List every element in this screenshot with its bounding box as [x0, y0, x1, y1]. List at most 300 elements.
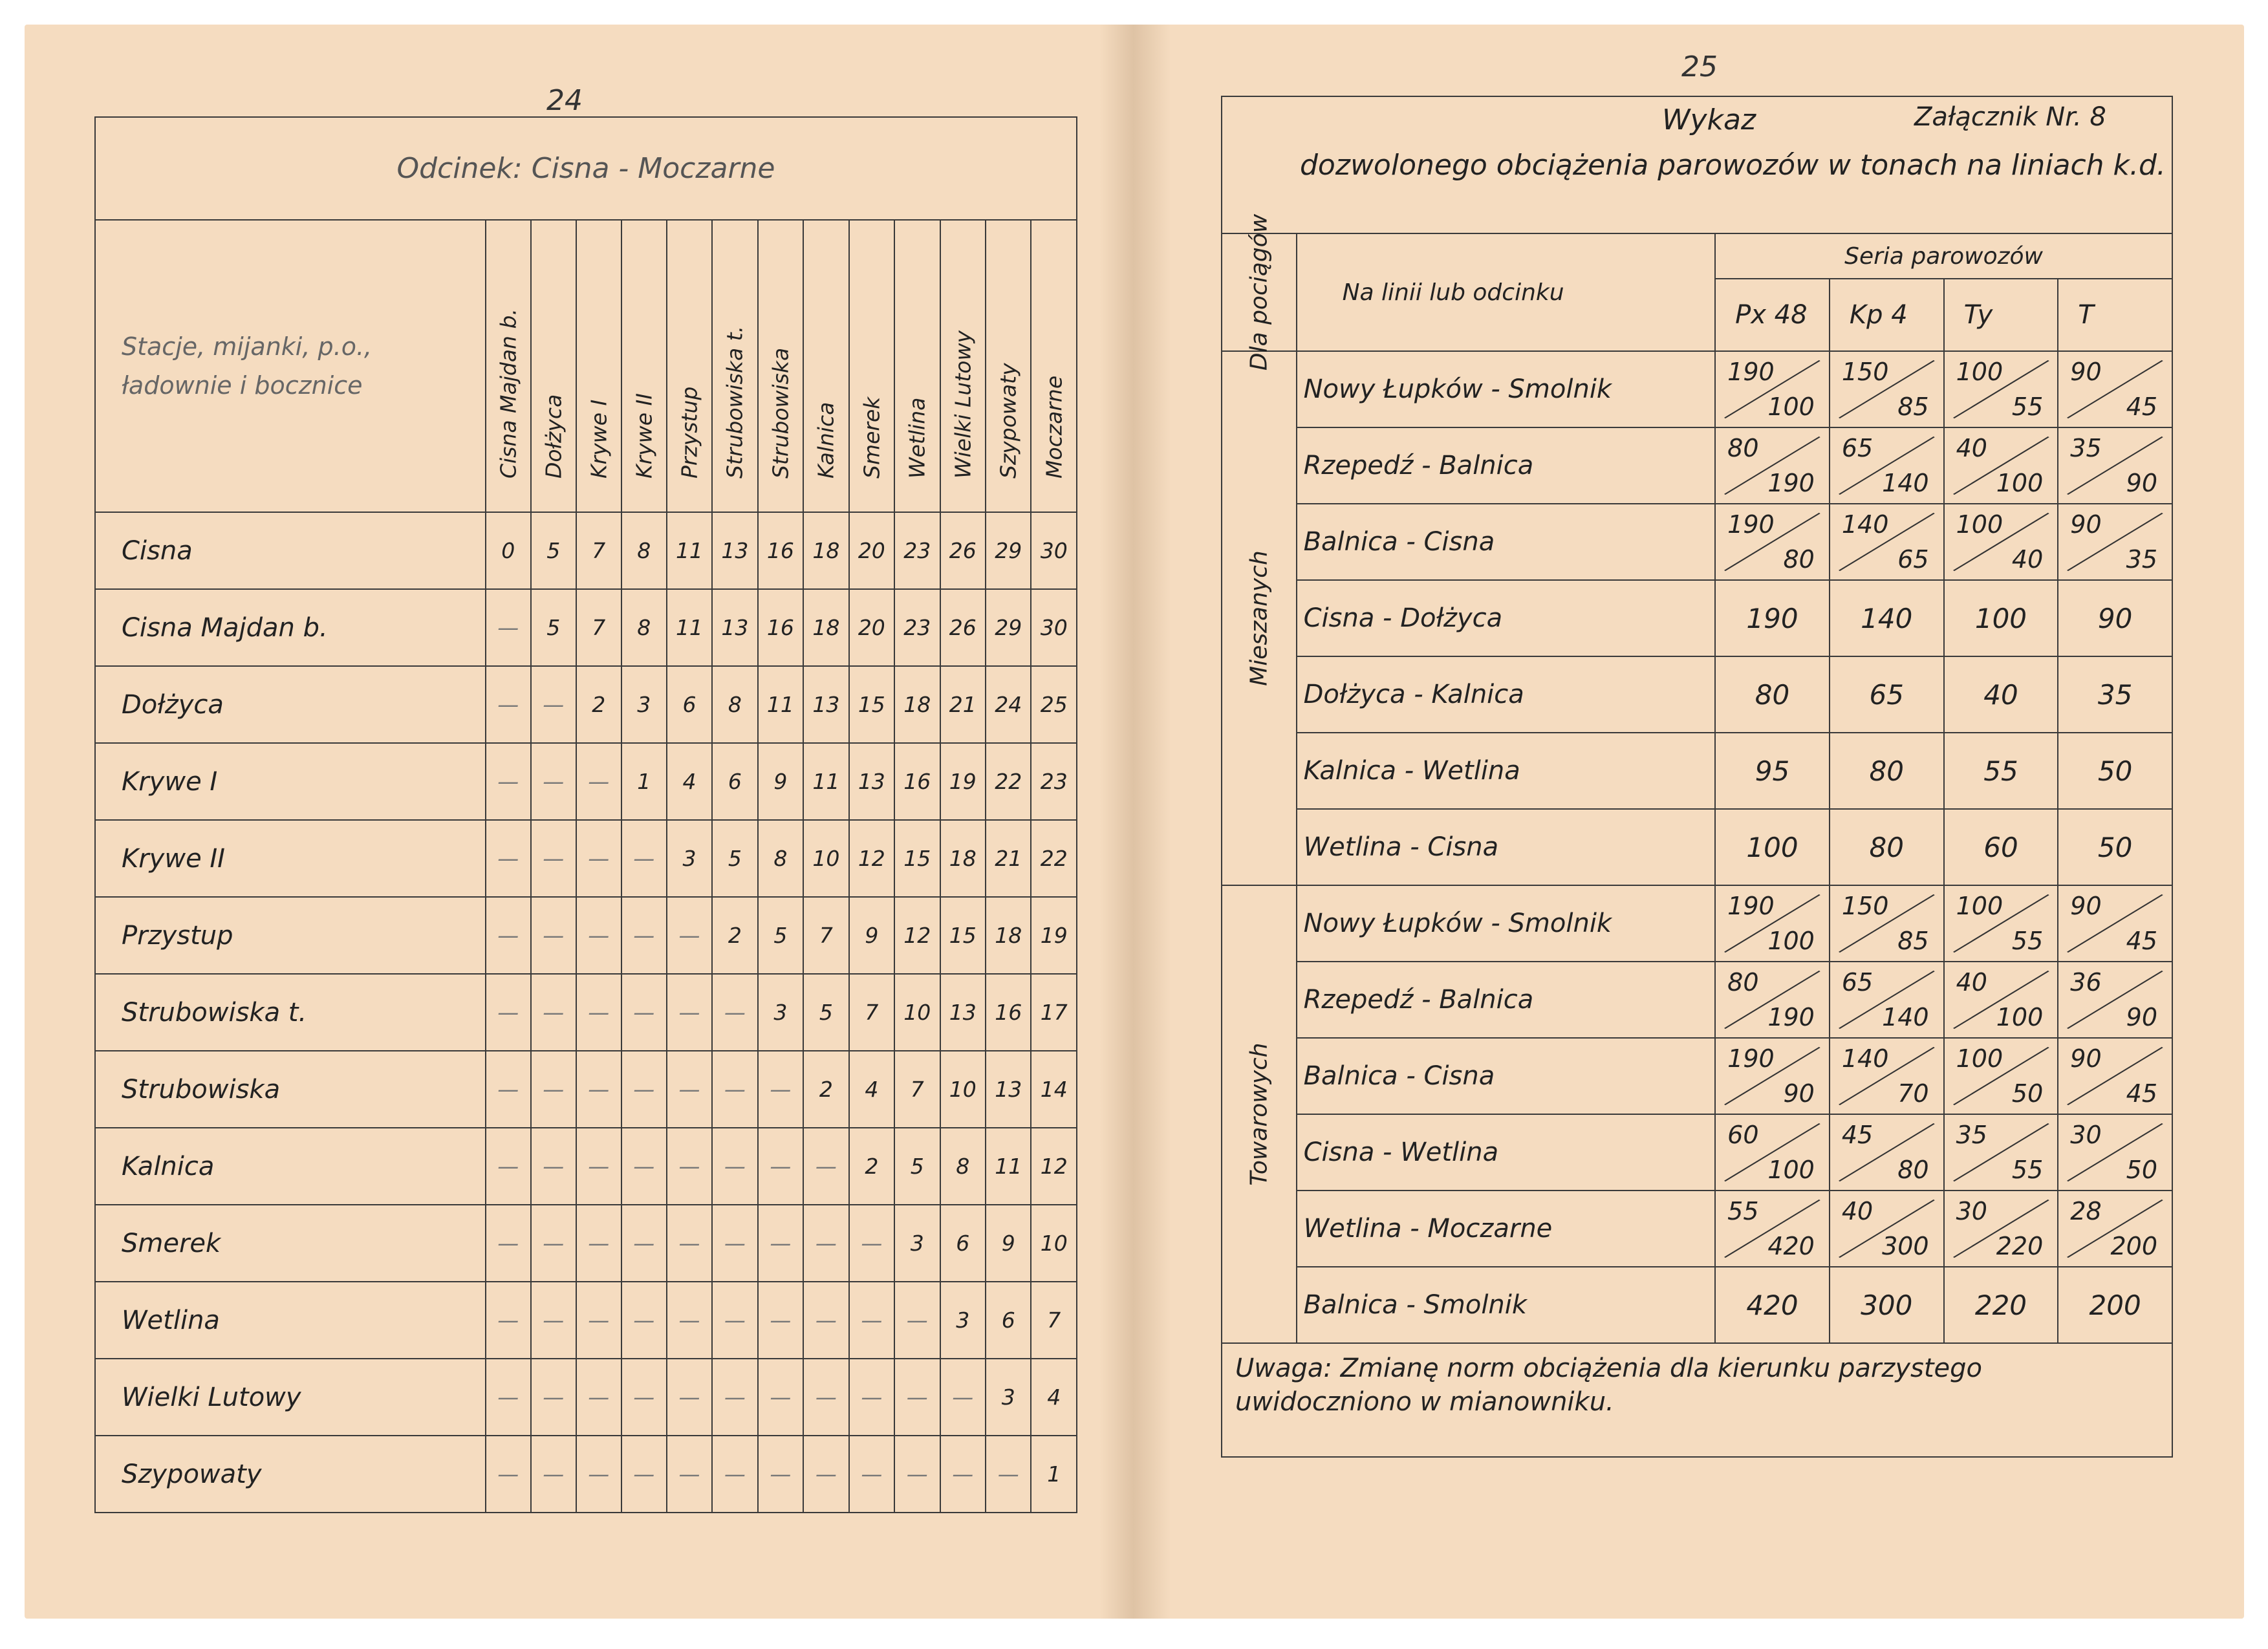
- group-label: [1222, 885, 1297, 1343]
- distance-cell: 5: [894, 1128, 940, 1205]
- station-name: Wielki Lutowy: [95, 1359, 486, 1436]
- caption-line2: dozwolonego obciążenia parowozów w tonach na liniach k.d.: [1300, 149, 2166, 182]
- note: Uwaga: Zmianę norm obciążenia dla kierunku parzystego uwidoczniono w mianowniku.: [1222, 1343, 2172, 1457]
- fraction-numerator: 35: [1956, 1121, 1987, 1149]
- distance-cell: 5: [758, 897, 803, 974]
- fraction-denominator: 40: [2011, 545, 2044, 574]
- distance-cell: —: [667, 1436, 712, 1513]
- fraction-denominator: 300: [1882, 1232, 1929, 1260]
- distance-cell: 0: [486, 512, 531, 589]
- distance-cell: —: [803, 1282, 848, 1359]
- load-table: [1221, 96, 2173, 1458]
- fraction-numerator: 80: [1727, 434, 1759, 462]
- load-cell: [1830, 351, 1944, 427]
- series-header: T: [2058, 279, 2172, 351]
- distance-cell: —: [621, 974, 667, 1051]
- distance-cell: —: [531, 666, 576, 743]
- fraction-denominator: 80: [1897, 1156, 1929, 1184]
- fraction-numerator: 150: [1841, 358, 1889, 386]
- distance-cell: 13: [986, 1051, 1031, 1128]
- fraction-numerator: 36: [2070, 968, 2102, 997]
- distance-cell: 8: [712, 666, 757, 743]
- column-header-text: Kalnica: [813, 402, 839, 479]
- distance-cell: 14: [1031, 1051, 1077, 1128]
- fraction-numerator: 65: [1841, 968, 1874, 997]
- fraction-denominator: 90: [2126, 1003, 2157, 1031]
- distance-cell: 25: [1031, 666, 1077, 743]
- fraction-denominator: 85: [1897, 927, 1929, 955]
- fraction-denominator: 70: [1897, 1079, 1929, 1108]
- series-header: Px 48: [1715, 279, 1830, 351]
- distance-cell: —: [576, 974, 621, 1051]
- distance-cell: —: [576, 897, 621, 974]
- column-header: [1031, 220, 1077, 512]
- column-header-text: Szypowaty: [995, 363, 1021, 479]
- distance-cell: 17: [1031, 974, 1077, 1051]
- distance-cell: 7: [849, 974, 894, 1051]
- load-cell: 80: [1830, 733, 1944, 809]
- table-row: [1222, 580, 2172, 656]
- distance-cell: 4: [667, 743, 712, 820]
- column-header-text: Wielki Lutowy: [950, 330, 976, 479]
- distance-cell: —: [531, 1205, 576, 1282]
- fraction: [1830, 508, 1943, 576]
- distance-cell: 30: [1031, 512, 1077, 589]
- column-header-label: Stacje, mijanki, p.o., ładownie i bocznice: [95, 220, 486, 512]
- distance-cell: 9: [849, 897, 894, 974]
- distance-cell: 10: [940, 1051, 986, 1128]
- load-cell: [1830, 885, 1944, 962]
- distance-cell: —: [576, 743, 621, 820]
- distance-cell: —: [849, 1436, 894, 1513]
- fraction: [2058, 355, 2172, 424]
- distance-cell: 20: [849, 589, 894, 666]
- distance-cell: 23: [894, 589, 940, 666]
- fraction: [1830, 965, 1943, 1034]
- distance-cell: —: [894, 1282, 940, 1359]
- distance-cell: 19: [940, 743, 986, 820]
- distance-cell: —: [667, 1205, 712, 1282]
- distance-cell: 7: [803, 897, 848, 974]
- fraction-denominator: 220: [1996, 1232, 2044, 1260]
- load-cell: 300: [1830, 1267, 1944, 1343]
- fraction: [1716, 1118, 1829, 1187]
- fraction-denominator: 190: [1767, 1003, 1815, 1031]
- load-cell: [2058, 1191, 2172, 1267]
- distance-cell: 6: [667, 666, 712, 743]
- distance-cell: —: [576, 1282, 621, 1359]
- load-cell: [1944, 962, 2058, 1038]
- distance-cell: 16: [758, 589, 803, 666]
- distance-cell: 9: [986, 1205, 1031, 1282]
- fraction-denominator: 100: [1996, 1003, 2044, 1031]
- distance-cell: —: [621, 1128, 667, 1205]
- fraction-denominator: 55: [2011, 393, 2044, 421]
- distance-cell: —: [712, 1282, 757, 1359]
- distance-cell: 16: [894, 743, 940, 820]
- distance-cell: —: [712, 974, 757, 1051]
- distance-cell: 7: [576, 512, 621, 589]
- series-header: Ty: [1944, 279, 2058, 351]
- distance-cell: 5: [531, 589, 576, 666]
- fraction-numerator: 100: [1956, 510, 2003, 539]
- distance-cell: —: [531, 820, 576, 897]
- distance-cell: —: [849, 1359, 894, 1436]
- header-dla: [1222, 213, 1297, 371]
- distance-cell: 3: [667, 820, 712, 897]
- fraction-numerator: 100: [1956, 1044, 2003, 1073]
- fraction-numerator: 90: [2070, 1044, 2102, 1073]
- distance-cell: —: [621, 1436, 667, 1513]
- distance-cell: —: [758, 1282, 803, 1359]
- fraction-numerator: 30: [1956, 1197, 1987, 1225]
- distance-cell: 22: [986, 743, 1031, 820]
- column-header-text: Wetlina: [904, 397, 930, 479]
- distance-cell: —: [712, 1436, 757, 1513]
- load-cell: [1830, 504, 1944, 580]
- distance-cell: 15: [849, 666, 894, 743]
- header-na-linii: Na linii lub odcinku: [1297, 233, 1716, 351]
- fraction: [2058, 889, 2172, 958]
- fraction-denominator: 200: [2110, 1232, 2157, 1260]
- column-header: [803, 220, 848, 512]
- distance-cell: 1: [621, 743, 667, 820]
- column-header-text: Krywe II: [631, 393, 657, 479]
- distance-cell: 12: [849, 820, 894, 897]
- fraction: [1716, 965, 1829, 1034]
- distance-cell: 26: [940, 589, 986, 666]
- fraction: [2058, 508, 2172, 576]
- distance-cell: —: [667, 1128, 712, 1205]
- distance-cell: —: [531, 1436, 576, 1513]
- fraction-denominator: 85: [1897, 393, 1929, 421]
- distance-cell: 30: [1031, 589, 1077, 666]
- series-header: Kp 4: [1830, 279, 1944, 351]
- page-number-right: 25: [1681, 50, 1718, 83]
- fraction: [2058, 1194, 2172, 1263]
- column-header: [758, 220, 803, 512]
- station-name: Wetlina: [95, 1282, 486, 1359]
- fraction: [1945, 355, 2058, 424]
- station-name: Cisna Majdan b.: [95, 589, 486, 666]
- group-label: [1222, 351, 1297, 885]
- distance-cell: 8: [621, 512, 667, 589]
- load-cell: [1944, 427, 2058, 504]
- column-header-text: Dołżyca: [541, 394, 567, 479]
- distance-cell: 18: [986, 897, 1031, 974]
- distance-cell: 2: [803, 1051, 848, 1128]
- table-row: [95, 897, 1077, 974]
- load-cell: 55: [1944, 733, 2058, 809]
- distance-cell: 29: [986, 589, 1031, 666]
- distance-cell: —: [576, 1359, 621, 1436]
- distance-cell: —: [894, 1359, 940, 1436]
- caption-word: Wykaz: [1662, 103, 1756, 136]
- distance-cell: 9: [758, 743, 803, 820]
- distance-cell: —: [621, 1051, 667, 1128]
- station-name: Dołżyca: [95, 666, 486, 743]
- fraction-numerator: 30: [2070, 1121, 2102, 1149]
- distance-cell: —: [486, 1359, 531, 1436]
- fraction: [1830, 355, 1943, 424]
- fraction: [1716, 431, 1829, 500]
- line-section: Nowy Łupków - Smolnik: [1297, 885, 1716, 962]
- distance-cell: —: [486, 820, 531, 897]
- distance-cell: —: [667, 1359, 712, 1436]
- fraction-numerator: 80: [1727, 968, 1759, 997]
- distance-cell: 15: [940, 897, 986, 974]
- distance-cell: —: [940, 1359, 986, 1436]
- distance-cell: 18: [894, 666, 940, 743]
- distance-cell: —: [531, 1128, 576, 1205]
- distance-cell: —: [940, 1436, 986, 1513]
- load-cell: 40: [1944, 656, 2058, 733]
- fraction-denominator: 140: [1882, 1003, 1929, 1031]
- fraction-denominator: 100: [1996, 469, 2044, 497]
- load-cell: [1944, 504, 2058, 580]
- fraction-numerator: 190: [1727, 892, 1775, 920]
- load-cell: [1715, 885, 1830, 962]
- note-row: [1222, 1343, 2172, 1457]
- fraction: [1945, 1194, 2058, 1263]
- fraction-denominator: 140: [1882, 469, 1929, 497]
- table-row: [1222, 962, 2172, 1038]
- fraction-numerator: 140: [1841, 1044, 1889, 1073]
- load-cell: [1944, 885, 2058, 962]
- fraction: [1945, 889, 2058, 958]
- fraction: [2058, 431, 2172, 500]
- distance-cell: —: [531, 1282, 576, 1359]
- load-cell: [1830, 1114, 1944, 1191]
- distance-cell: —: [712, 1128, 757, 1205]
- load-cell: [1830, 427, 1944, 504]
- fraction-numerator: 65: [1841, 434, 1874, 462]
- fraction-numerator: 100: [1956, 892, 2003, 920]
- fraction-denominator: 90: [2126, 469, 2157, 497]
- distance-table: [94, 116, 1077, 1513]
- line-section: Rzepedź - Balnica: [1297, 962, 1716, 1038]
- fraction-numerator: 28: [2070, 1197, 2102, 1225]
- column-header: [712, 220, 757, 512]
- load-cell: [1715, 504, 1830, 580]
- fraction-numerator: 40: [1956, 968, 1987, 997]
- table-row: [1222, 656, 2172, 733]
- distance-cell: 3: [621, 666, 667, 743]
- distance-cell: —: [894, 1436, 940, 1513]
- table-row: [1222, 809, 2172, 885]
- distance-cell: 26: [940, 512, 986, 589]
- distance-cell: —: [531, 897, 576, 974]
- table-row: [1222, 427, 2172, 504]
- table-row: [95, 743, 1077, 820]
- load-cell: [1715, 1038, 1830, 1114]
- load-cell: [2058, 962, 2172, 1038]
- fraction-denominator: 190: [1767, 469, 1815, 497]
- distance-cell: 11: [667, 512, 712, 589]
- distance-cell: —: [621, 1282, 667, 1359]
- distance-cell: 18: [940, 820, 986, 897]
- line-section: Nowy Łupków - Smolnik: [1297, 351, 1716, 427]
- distance-cell: 8: [621, 589, 667, 666]
- column-header-text: Smerek: [859, 396, 885, 479]
- fraction-numerator: 90: [2070, 358, 2102, 386]
- load-cell: [1944, 1038, 2058, 1114]
- fraction-numerator: 60: [1727, 1121, 1759, 1149]
- table-row: [1222, 351, 2172, 427]
- distance-cell: —: [486, 1128, 531, 1205]
- distance-cell: —: [486, 974, 531, 1051]
- column-header: [621, 220, 667, 512]
- distance-cell: 5: [712, 820, 757, 897]
- distance-cell: 13: [712, 512, 757, 589]
- load-cell: [2058, 427, 2172, 504]
- distance-cell: 16: [986, 974, 1031, 1051]
- fraction-numerator: 55: [1727, 1197, 1759, 1225]
- distance-cell: —: [803, 1359, 848, 1436]
- fraction-denominator: 50: [2011, 1079, 2044, 1108]
- load-cell: [2058, 504, 2172, 580]
- column-header: [486, 220, 531, 512]
- line-section: Wetlina - Moczarne: [1297, 1191, 1716, 1267]
- distance-cell: 22: [1031, 820, 1077, 897]
- fraction: [1945, 1042, 2058, 1110]
- distance-cell: 5: [531, 512, 576, 589]
- distance-cell: 3: [758, 974, 803, 1051]
- column-header: [986, 220, 1031, 512]
- column-header-text: Krywe I: [586, 399, 612, 479]
- fraction-denominator: 50: [2126, 1156, 2157, 1184]
- distance-cell: 10: [1031, 1205, 1077, 1282]
- fraction: [1716, 889, 1829, 958]
- page-number-left: 24: [546, 84, 583, 117]
- column-header: [531, 220, 576, 512]
- distance-cell: 3: [986, 1359, 1031, 1436]
- attachment-label: Załącznik Nr. 8: [1914, 102, 2106, 132]
- header-dla-text: Dla pociągów: [1246, 213, 1273, 371]
- distance-cell: 12: [1031, 1128, 1077, 1205]
- distance-cell: —: [531, 974, 576, 1051]
- fraction-numerator: 90: [2070, 892, 2102, 920]
- distance-cell: —: [486, 1436, 531, 1513]
- station-name: Cisna: [95, 512, 486, 589]
- table-row: [95, 1051, 1077, 1128]
- column-header-text: Przystup: [676, 386, 702, 479]
- load-cell: 80: [1715, 656, 1830, 733]
- column-header: [667, 220, 712, 512]
- column-header: [940, 220, 986, 512]
- distance-cell: 6: [986, 1282, 1031, 1359]
- line-section: Rzepedź - Balnica: [1297, 427, 1716, 504]
- load-cell: 60: [1944, 809, 2058, 885]
- fraction: [1830, 431, 1943, 500]
- distance-cell: 13: [803, 666, 848, 743]
- fraction-denominator: 55: [2011, 1156, 2044, 1184]
- fraction-numerator: 190: [1727, 358, 1775, 386]
- header-seria: Seria parowozów: [1715, 233, 2172, 279]
- distance-cell: 2: [576, 666, 621, 743]
- distance-cell: 2: [712, 897, 757, 974]
- distance-cell: 24: [986, 666, 1031, 743]
- fraction-numerator: 190: [1727, 1044, 1775, 1073]
- distance-cell: 15: [894, 820, 940, 897]
- section-title: Odcinek: Cisna - Moczarne: [95, 117, 1077, 220]
- column-header-text: Strubowiska t.: [722, 325, 748, 479]
- fraction: [1716, 1042, 1829, 1110]
- fraction-denominator: 420: [1767, 1232, 1815, 1260]
- table-row: [95, 820, 1077, 897]
- fraction: [1830, 889, 1943, 958]
- distance-cell: 6: [940, 1205, 986, 1282]
- fraction-denominator: 100: [1767, 927, 1815, 955]
- table-row: [1222, 1267, 2172, 1343]
- line-section: Kalnica - Wetlina: [1297, 733, 1716, 809]
- distance-cell: 29: [986, 512, 1031, 589]
- distance-cell: 8: [758, 820, 803, 897]
- distance-cell: 11: [758, 666, 803, 743]
- fraction: [1945, 1118, 2058, 1187]
- table-row: [1222, 1038, 2172, 1114]
- distance-cell: 20: [849, 512, 894, 589]
- station-name: Krywe II: [95, 820, 486, 897]
- fraction-numerator: 35: [2070, 434, 2102, 462]
- distance-cell: —: [486, 666, 531, 743]
- distance-cell: 11: [986, 1128, 1031, 1205]
- line-section: Balnica - Cisna: [1297, 1038, 1716, 1114]
- load-cell: 200: [2058, 1267, 2172, 1343]
- distance-cell: 21: [940, 666, 986, 743]
- fraction-numerator: 140: [1841, 510, 1889, 539]
- load-cell: 220: [1944, 1267, 2058, 1343]
- load-cell: [1944, 351, 2058, 427]
- distance-cell: 13: [849, 743, 894, 820]
- fraction-numerator: 150: [1841, 892, 1889, 920]
- distance-cell: —: [758, 1205, 803, 1282]
- distance-cell: 13: [712, 589, 757, 666]
- table-row: [95, 512, 1077, 589]
- load-cell: [1830, 962, 1944, 1038]
- table-row: [95, 1282, 1077, 1359]
- fraction: [1945, 431, 2058, 500]
- fraction-numerator: 190: [1727, 510, 1775, 539]
- distance-cell: —: [486, 589, 531, 666]
- distance-cell: —: [576, 1436, 621, 1513]
- load-cell: [1944, 1191, 2058, 1267]
- fraction-denominator: 45: [2126, 927, 2157, 955]
- line-section: Balnica - Cisna: [1297, 504, 1716, 580]
- distance-cell: —: [621, 897, 667, 974]
- load-cell: 420: [1715, 1267, 1830, 1343]
- load-cell: 65: [1830, 656, 1944, 733]
- station-name: Przystup: [95, 897, 486, 974]
- distance-cell: 19: [1031, 897, 1077, 974]
- table-row: [1222, 504, 2172, 580]
- distance-cell: 3: [894, 1205, 940, 1282]
- fraction-denominator: 45: [2126, 393, 2157, 421]
- distance-cell: —: [803, 1128, 848, 1205]
- distance-cell: 13: [940, 974, 986, 1051]
- distance-cell: 10: [894, 974, 940, 1051]
- fraction: [1945, 508, 2058, 576]
- column-header-text: Strubowiska: [768, 347, 794, 479]
- distance-cell: —: [667, 1051, 712, 1128]
- book-gutter: [1099, 25, 1171, 1619]
- fraction: [2058, 965, 2172, 1034]
- distance-cell: —: [486, 897, 531, 974]
- load-cell: [2058, 885, 2172, 962]
- station-name: Strubowiska: [95, 1051, 486, 1128]
- fraction-denominator: 65: [1897, 545, 1929, 574]
- load-cell: [2058, 1114, 2172, 1191]
